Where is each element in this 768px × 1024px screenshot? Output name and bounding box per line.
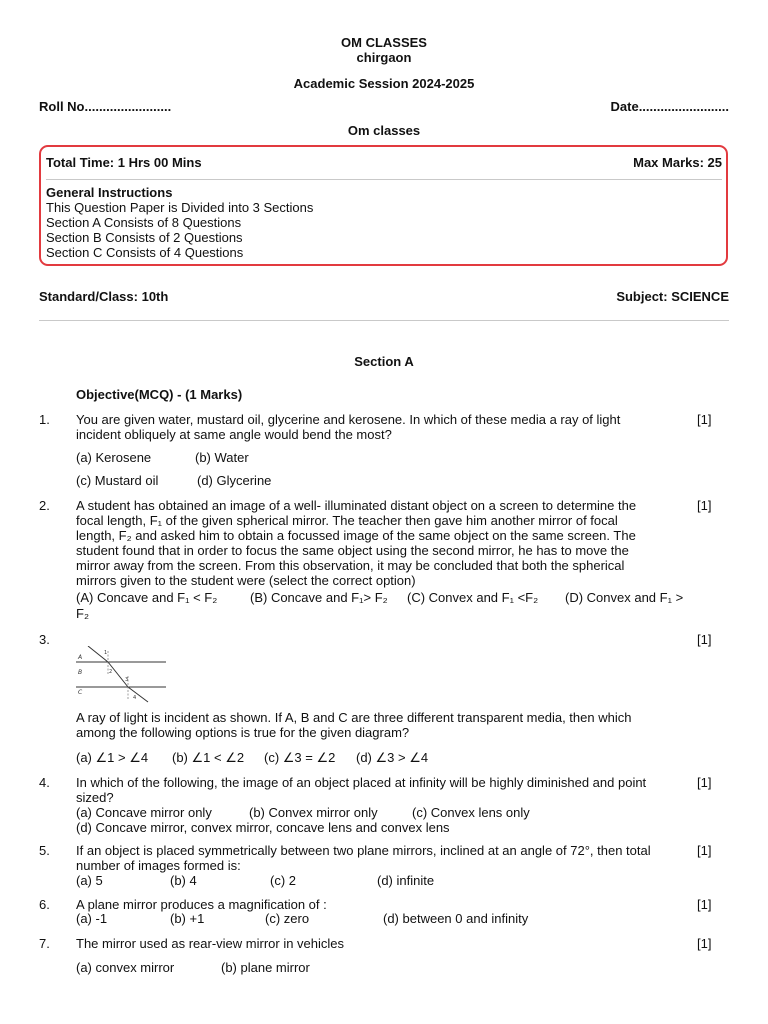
question-line: mirror away from the screen. From this observation, it may be concluded that both the spherical: [76, 558, 625, 573]
option: (b) plane mirror: [221, 960, 310, 975]
diagram-angle-4: 4: [133, 695, 137, 701]
diagram-label-c: C: [78, 689, 83, 696]
question-marks: [1]: [697, 843, 712, 858]
option: (D) Convex and F₁ >: [565, 590, 684, 605]
question-text: [76, 897, 690, 912]
question-line: among the following options is true for the given diagram?: [76, 725, 410, 740]
question-marks: [1]: [697, 936, 712, 951]
question-marks: [1]: [697, 775, 712, 790]
question-text: [76, 412, 690, 442]
instructions-heading: General Instructions: [46, 185, 173, 200]
option: (A) Concave and F₁ < F₂: [76, 590, 218, 605]
max-marks: Max Marks: 25: [633, 155, 722, 170]
option: (c) Mustard oil: [76, 473, 159, 488]
diagram-angle-3: 3: [125, 677, 129, 683]
meta-divider: [39, 320, 729, 321]
instruction-line: This Question Paper is Divided into 3 Sections: [46, 200, 314, 215]
total-time: Total Time: 1 Hrs 00 Mins: [46, 155, 202, 170]
question-line: A student has obtained an image of a well- illuminated distant object on a screen to determine the: [76, 498, 637, 513]
option: (b) 4: [170, 873, 197, 888]
question-line: A ray of light is incident as shown. If A, B and C are three different transparent media, then which: [76, 710, 632, 725]
section-subtitle: Objective(MCQ) - (1 Marks): [76, 387, 243, 402]
subject: Subject: SCIENCE: [616, 289, 729, 304]
question-line: number of images formed is:: [76, 858, 241, 873]
option: (d) ∠3 > ∠4: [356, 750, 429, 765]
question-line: focal length, F₁ of the given spherical mirror. The teacher then gave him another mirror of focal: [76, 513, 618, 528]
question-text: [76, 843, 690, 873]
roll-no: Roll No........................: [39, 99, 172, 114]
diagram-label-a: A: [78, 654, 83, 661]
school-name: OM CLASSES: [341, 35, 427, 50]
question-text: [76, 498, 690, 588]
school-place: chirgaon: [356, 50, 412, 65]
option: (d) between 0 and infinity: [383, 911, 529, 926]
option: (a) ∠1 > ∠4: [76, 750, 149, 765]
question-line: sized?: [76, 790, 114, 805]
question-text: [76, 710, 690, 740]
option: F₂: [76, 606, 89, 621]
instructions-list: [46, 200, 313, 260]
question-number: 4.: [39, 775, 50, 790]
question-line: incident obliquely at same angle would bend the most?: [76, 427, 392, 442]
option: (a) -1: [76, 911, 108, 926]
option: (a) convex mirror: [76, 960, 175, 975]
instruction-line: Section A Consists of 8 Questions: [46, 215, 242, 230]
question-marks: [1]: [697, 412, 712, 427]
question-number: 3.: [39, 632, 50, 647]
section-title: Section A: [354, 354, 414, 369]
question-line: student found that in order to focus the same object using the second mirror, he has to move the: [76, 543, 629, 558]
option: (d) infinite: [377, 873, 435, 888]
instructions-divider: [46, 179, 722, 180]
date-field: Date.........................: [610, 99, 729, 114]
diagram-angle-2: 2: [109, 669, 113, 675]
instruction-line: Section C Consists of 4 Questions: [46, 245, 244, 260]
option: (C) Convex and F₁ <F₂: [407, 590, 539, 605]
question-text: [76, 775, 690, 805]
question-line: If an object is placed symmetrically between two plane mirrors, inclined at an angle of 72°, then total: [76, 843, 651, 858]
academic-session: Academic Session 2024-2025: [293, 76, 475, 91]
question-line: In which of the following, the image of an object placed at infinity will be highly diminished and point: [76, 775, 647, 790]
diagram-angle-1: 1: [104, 650, 108, 656]
option: (a) 5: [76, 873, 103, 888]
question-marks: [1]: [697, 498, 712, 513]
question-number: 6.: [39, 897, 50, 912]
question-line: A plane mirror produces a magnification of :: [76, 897, 327, 912]
option: (c) zero: [265, 911, 310, 926]
question-number: 1.: [39, 412, 50, 427]
option: (a) Concave mirror only: [76, 805, 212, 820]
question-line: The mirror used as rear-view mirror in vehicles: [76, 936, 345, 951]
question-line: You are given water, mustard oil, glycerine and kerosene. In which of these media a ray of light: [76, 412, 621, 427]
option: (c) 2: [270, 873, 296, 888]
sub-title: Om classes: [347, 123, 421, 138]
question-line: mirrors given to the student were (select the correct option): [76, 573, 416, 588]
option: (d) Glycerine: [197, 473, 272, 488]
question-marks: [1]: [697, 632, 712, 647]
option: (b) Water: [195, 450, 249, 465]
option: (c) ∠3 = ∠2: [264, 750, 336, 765]
option: (d) Concave mirror, convex mirror, concave lens and convex lens: [76, 820, 450, 835]
option: (b) +1: [170, 911, 205, 926]
question-marks: [1]: [697, 897, 712, 912]
question-text: [76, 936, 690, 951]
option: (a) Kerosene: [76, 450, 152, 465]
standard-class: Standard/Class: 10th: [39, 289, 169, 304]
option: (b) Convex mirror only: [249, 805, 378, 820]
question-line: length, F₂ and asked him to obtain a focussed image of the same object on the same screen. The: [76, 528, 636, 543]
instruction-line: Section B Consists of 2 Questions: [46, 230, 243, 245]
question-number: 2.: [39, 498, 50, 513]
option: (b) ∠1 < ∠2: [172, 750, 245, 765]
option: (c) Convex lens only: [412, 805, 530, 820]
question-number: 5.: [39, 843, 50, 858]
option: (B) Concave and F₁> F₂: [250, 590, 388, 605]
question-number: 7.: [39, 936, 50, 951]
diagram-label-b: B: [78, 669, 83, 676]
refraction-diagram: [76, 646, 168, 706]
